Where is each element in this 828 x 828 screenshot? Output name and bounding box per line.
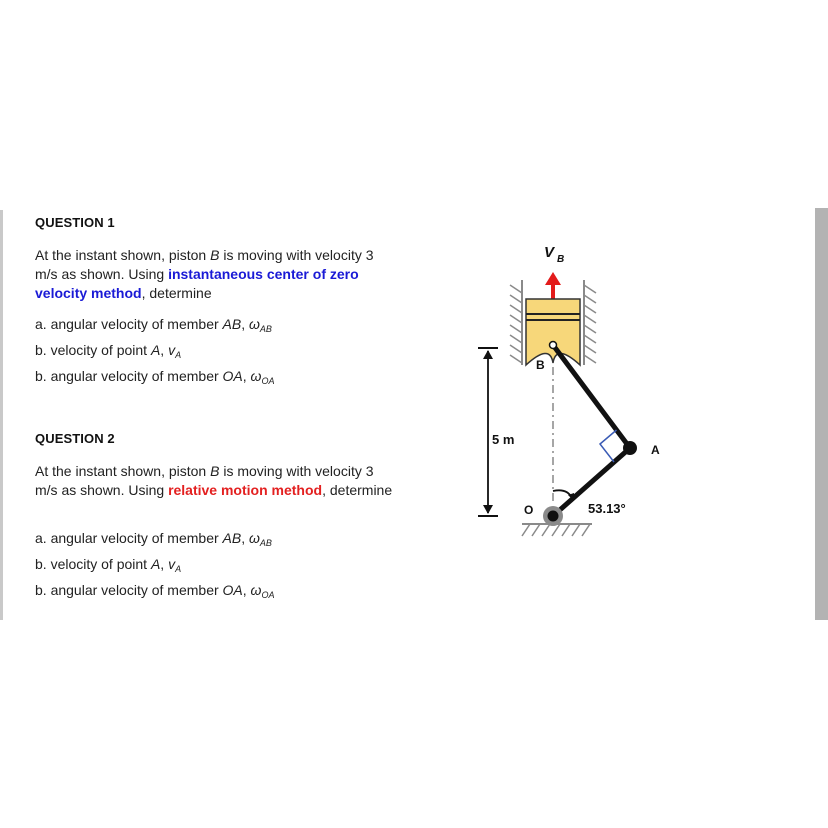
question-2-heading: QUESTION 2 (35, 431, 115, 446)
q2-piston: B (210, 463, 220, 479)
mechanism-figure (470, 235, 690, 545)
question-2-text (35, 462, 395, 500)
q1-item (35, 314, 274, 340)
q1-item-var: ω (249, 316, 260, 332)
angle-label: 53.13° (588, 501, 626, 516)
q1-item-sep: , (241, 316, 249, 332)
q2-item (35, 580, 274, 606)
right-scrollbar[interactable] (815, 208, 828, 620)
q2-item-text: a. angular velocity of member (35, 530, 223, 546)
left-guide-wall (510, 280, 522, 365)
angle-arc (553, 490, 572, 498)
q1-text-c: , determine (141, 285, 212, 301)
q1-text-a: At the instant shown, piston (35, 247, 211, 263)
q1-item-sym: OA (222, 368, 243, 384)
question-2-list (35, 528, 274, 606)
q1-item-sub: AB (259, 324, 272, 334)
question-1-text (35, 246, 395, 303)
velocity-label-sub: B (557, 254, 565, 265)
height-label: 5 m (492, 432, 515, 447)
q2-item-sym: A (150, 556, 161, 572)
q2-item-sep: , (160, 556, 169, 572)
piston (526, 299, 580, 365)
velocity-label: V (544, 244, 555, 261)
q1-method: instantaneous center of zero velocity method (35, 266, 359, 301)
q2-item-sep: , (242, 582, 251, 598)
q2-text-c: , determine (322, 482, 393, 498)
q2-item (35, 528, 274, 554)
q2-item-sub: OA (261, 590, 275, 600)
q1-item-sym: AB (222, 316, 242, 332)
label-a: A (651, 443, 660, 457)
q1-item-sym: A (150, 342, 161, 358)
pin-a (623, 441, 637, 455)
q2-item-sep: , (241, 530, 249, 546)
q1-item (35, 340, 274, 366)
q2-method: relative motion method (168, 482, 323, 498)
q1-item-var: ω (250, 368, 262, 384)
q2-item-var: ω (250, 582, 262, 598)
q2-item-sym: OA (222, 582, 243, 598)
q1-piston: B (210, 247, 220, 263)
right-angle-marker (600, 430, 617, 462)
q1-item-sep: , (160, 342, 169, 358)
left-border (0, 210, 3, 620)
q2-item-sub: AB (259, 538, 272, 548)
q1-item-text: a. angular velocity of member (35, 316, 223, 332)
q2-item-text: b. angular velocity of member (35, 582, 223, 598)
q2-item-var: v (168, 556, 176, 572)
q1-item-text: b. velocity of point (35, 342, 151, 358)
right-guide-wall (584, 280, 596, 365)
q1-item-sub: OA (261, 376, 275, 386)
q1-item-text: b. angular velocity of member (35, 368, 223, 384)
q2-item-sym: AB (222, 530, 242, 546)
q1-item-sub: A (175, 350, 182, 360)
velocity-arrow (545, 272, 561, 299)
q2-item (35, 554, 274, 580)
q1-item-var: v (168, 342, 176, 358)
q2-item-text: b. velocity of point (35, 556, 151, 572)
q1-text-b: is moving with velocity 3 m/s as shown. Using (35, 247, 374, 282)
q2-item-sub: A (175, 564, 182, 574)
question-1-list (35, 314, 274, 392)
q2-text-b: is moving with velocity 3 m/s as shown. Using (35, 463, 374, 498)
label-o: O (524, 503, 534, 517)
q2-item-var: ω (249, 530, 260, 546)
label-b: B (536, 358, 545, 372)
q1-item (35, 366, 274, 392)
q2-text-a: At the instant shown, piston (35, 463, 211, 479)
pin-b (550, 342, 557, 349)
q1-item-sep: , (242, 368, 251, 384)
question-1-heading: QUESTION 1 (35, 215, 115, 230)
